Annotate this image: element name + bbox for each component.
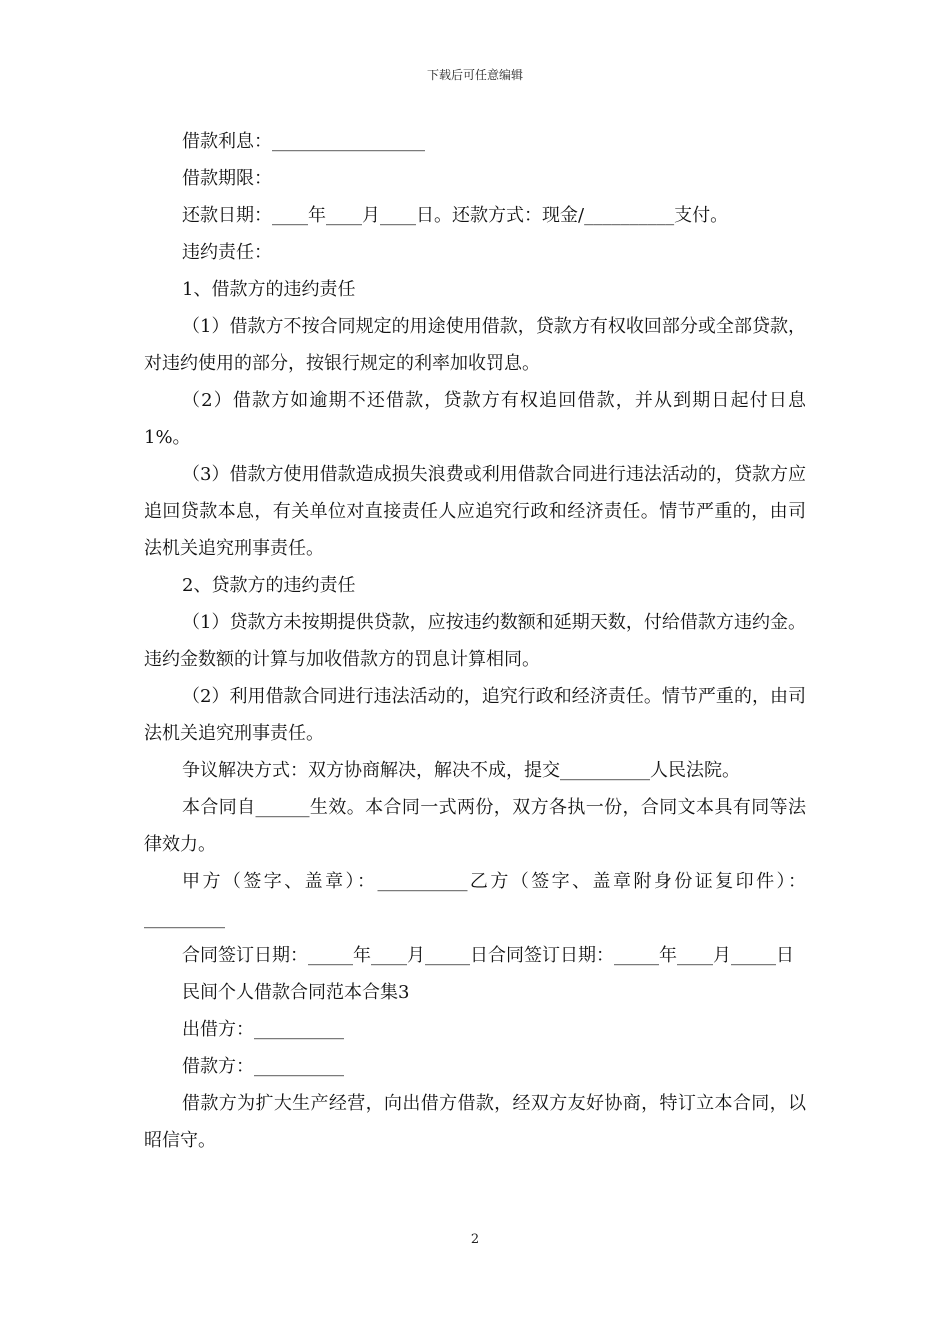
lender-name-line: 出借方：__________ xyxy=(182,1019,344,1040)
loan-term-line: 借款期限： xyxy=(182,168,272,189)
document-body xyxy=(144,123,806,1159)
repayment-date-line: 还款日期：____年____月____日。还款方式：现金/__________支付。 xyxy=(182,205,729,226)
lender-clause-2: （2）利用借款合同进行违法活动的，追究行政和经济责任。情节严重的，由司法机关追究刑事责任。 xyxy=(144,686,806,744)
borrower-clause-1: （1）借款方不按合同规定的用途使用借款，贷款方有权收回部分或全部贷款，对违约使用的部分，按银行规定的利率加收罚息。 xyxy=(144,316,806,374)
signing-date-line: 合同签订日期：_____年____月_____日合同签订日期：_____年____月_____日 xyxy=(182,945,794,966)
signature-line: 甲方（签字、盖章）：__________乙方（签字、盖章附身份证复印件）：_________ xyxy=(144,871,806,929)
borrower-name-line: 借款方：__________ xyxy=(182,1056,344,1077)
borrower-clause-2: （2）借款方如逾期不还借款，贷款方有权追回借款，并从到期日起付日息1%。 xyxy=(144,390,806,448)
loan-interest-line: 借款利息：_________________ xyxy=(182,131,425,152)
lender-breach-heading: 2、贷款方的违约责任 xyxy=(182,575,356,596)
page-header-note: 下载后可任意编辑 xyxy=(426,68,523,82)
dispute-resolution-line: 争议解决方式：双方协商解决，解决不成，提交__________人民法院。 xyxy=(182,760,740,781)
preamble-paragraph: 借款方为扩大生产经营，向出借方借款，经双方友好协商，特订立本合同，以昭信守。 xyxy=(144,1093,806,1151)
section-title: 民间个人借款合同范本合集3 xyxy=(182,982,410,1003)
contract-effect-line: 本合同自______生效。本合同一式两份，双方各执一份，合同文本具有同等法律效力。 xyxy=(144,797,806,855)
borrower-clause-3: （3）借款方使用借款造成损失浪费或利用借款合同进行违法活动的，贷款方应追回贷款本息，有关单位对直接责任人应追究行政和经济责任。情节严重的，由司法机关追究刑事责任。 xyxy=(144,464,806,559)
borrower-breach-heading: 1、借款方的违约责任 xyxy=(182,279,356,300)
page-number: 2 xyxy=(470,1232,480,1247)
breach-liability-heading: 违约责任： xyxy=(182,242,272,263)
lender-clause-1: （1）贷款方未按期提供贷款，应按违约数额和延期天数，付给借款方违约金。违约金数额的计算与加收借款方的罚息计算相同。 xyxy=(144,612,806,670)
